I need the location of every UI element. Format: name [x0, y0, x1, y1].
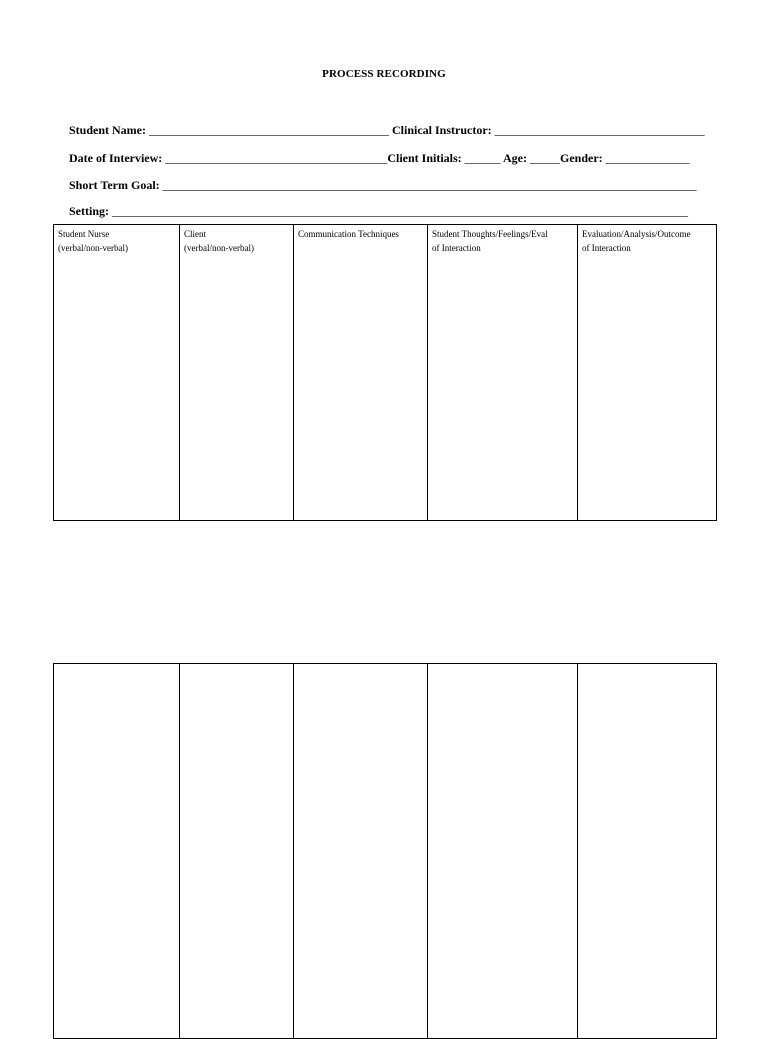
column-header-line: (verbal/non-verbal) [58, 243, 128, 253]
setting-field[interactable]: ________________________________________________________________________________________________ [112, 204, 688, 218]
blank-cell-student-thoughts[interactable] [428, 664, 578, 1039]
client-initials-field[interactable]: ______ [464, 151, 501, 165]
column-header-line: (verbal/non-verbal) [184, 243, 254, 253]
column-header-line: Student Nurse [58, 229, 110, 239]
client-initials-label: Client Initials: [387, 151, 462, 165]
clinical-instructor-field[interactable]: ___________________________________ [494, 123, 705, 137]
table-row [54, 664, 717, 1039]
table-row [54, 225, 717, 521]
column-header-line: of Interaction [582, 243, 631, 253]
student-name-field[interactable]: ________________________________________ [149, 123, 389, 137]
column-communication-techniques[interactable] [294, 225, 428, 521]
age-label: Age: [503, 151, 527, 165]
date-of-interview-label: Date of Interview: [69, 151, 163, 165]
gender-label: Gender: [560, 151, 603, 165]
date-of-interview-field[interactable]: _____________________________________ [165, 151, 388, 165]
short-term-goal-field[interactable]: _________________________________________________________________________________________ [162, 178, 697, 192]
process-recording-table [53, 224, 717, 521]
field-row-short-term-goal [69, 178, 697, 192]
gender-field[interactable]: ______________ [605, 151, 690, 165]
column-header-line: Communication Techniques [298, 229, 399, 239]
field-row-student-instructor [69, 123, 705, 137]
short-term-goal-label: Short Term Goal: [69, 178, 160, 192]
column-student-nurse[interactable] [54, 225, 180, 521]
clinical-instructor-label: Clinical Instructor: [392, 123, 492, 137]
field-row-interview-details [69, 151, 694, 165]
column-header-line: of Interaction [432, 243, 481, 253]
age-field[interactable]: _____ [530, 151, 560, 165]
blank-cell-evaluation-analysis[interactable] [578, 664, 717, 1039]
column-evaluation-analysis[interactable] [578, 225, 717, 521]
column-header-line: Student Thoughts/Feelings/Eval [432, 229, 548, 239]
field-row-setting [69, 204, 694, 218]
process-recording-continuation-table [53, 663, 717, 1039]
column-student-thoughts[interactable] [428, 225, 578, 521]
blank-cell-communication-techniques[interactable] [294, 664, 428, 1039]
student-name-label: Student Name: [69, 123, 146, 137]
blank-cell-student-nurse[interactable] [54, 664, 180, 1039]
column-client[interactable] [180, 225, 294, 521]
column-header-line: Evaluation/Analysis/Outcome [582, 229, 691, 239]
blank-cell-client[interactable] [180, 664, 294, 1039]
setting-label: Setting: [69, 204, 109, 218]
column-header-line: Client [184, 229, 206, 239]
document-title: PROCESS RECORDING [322, 68, 446, 80]
